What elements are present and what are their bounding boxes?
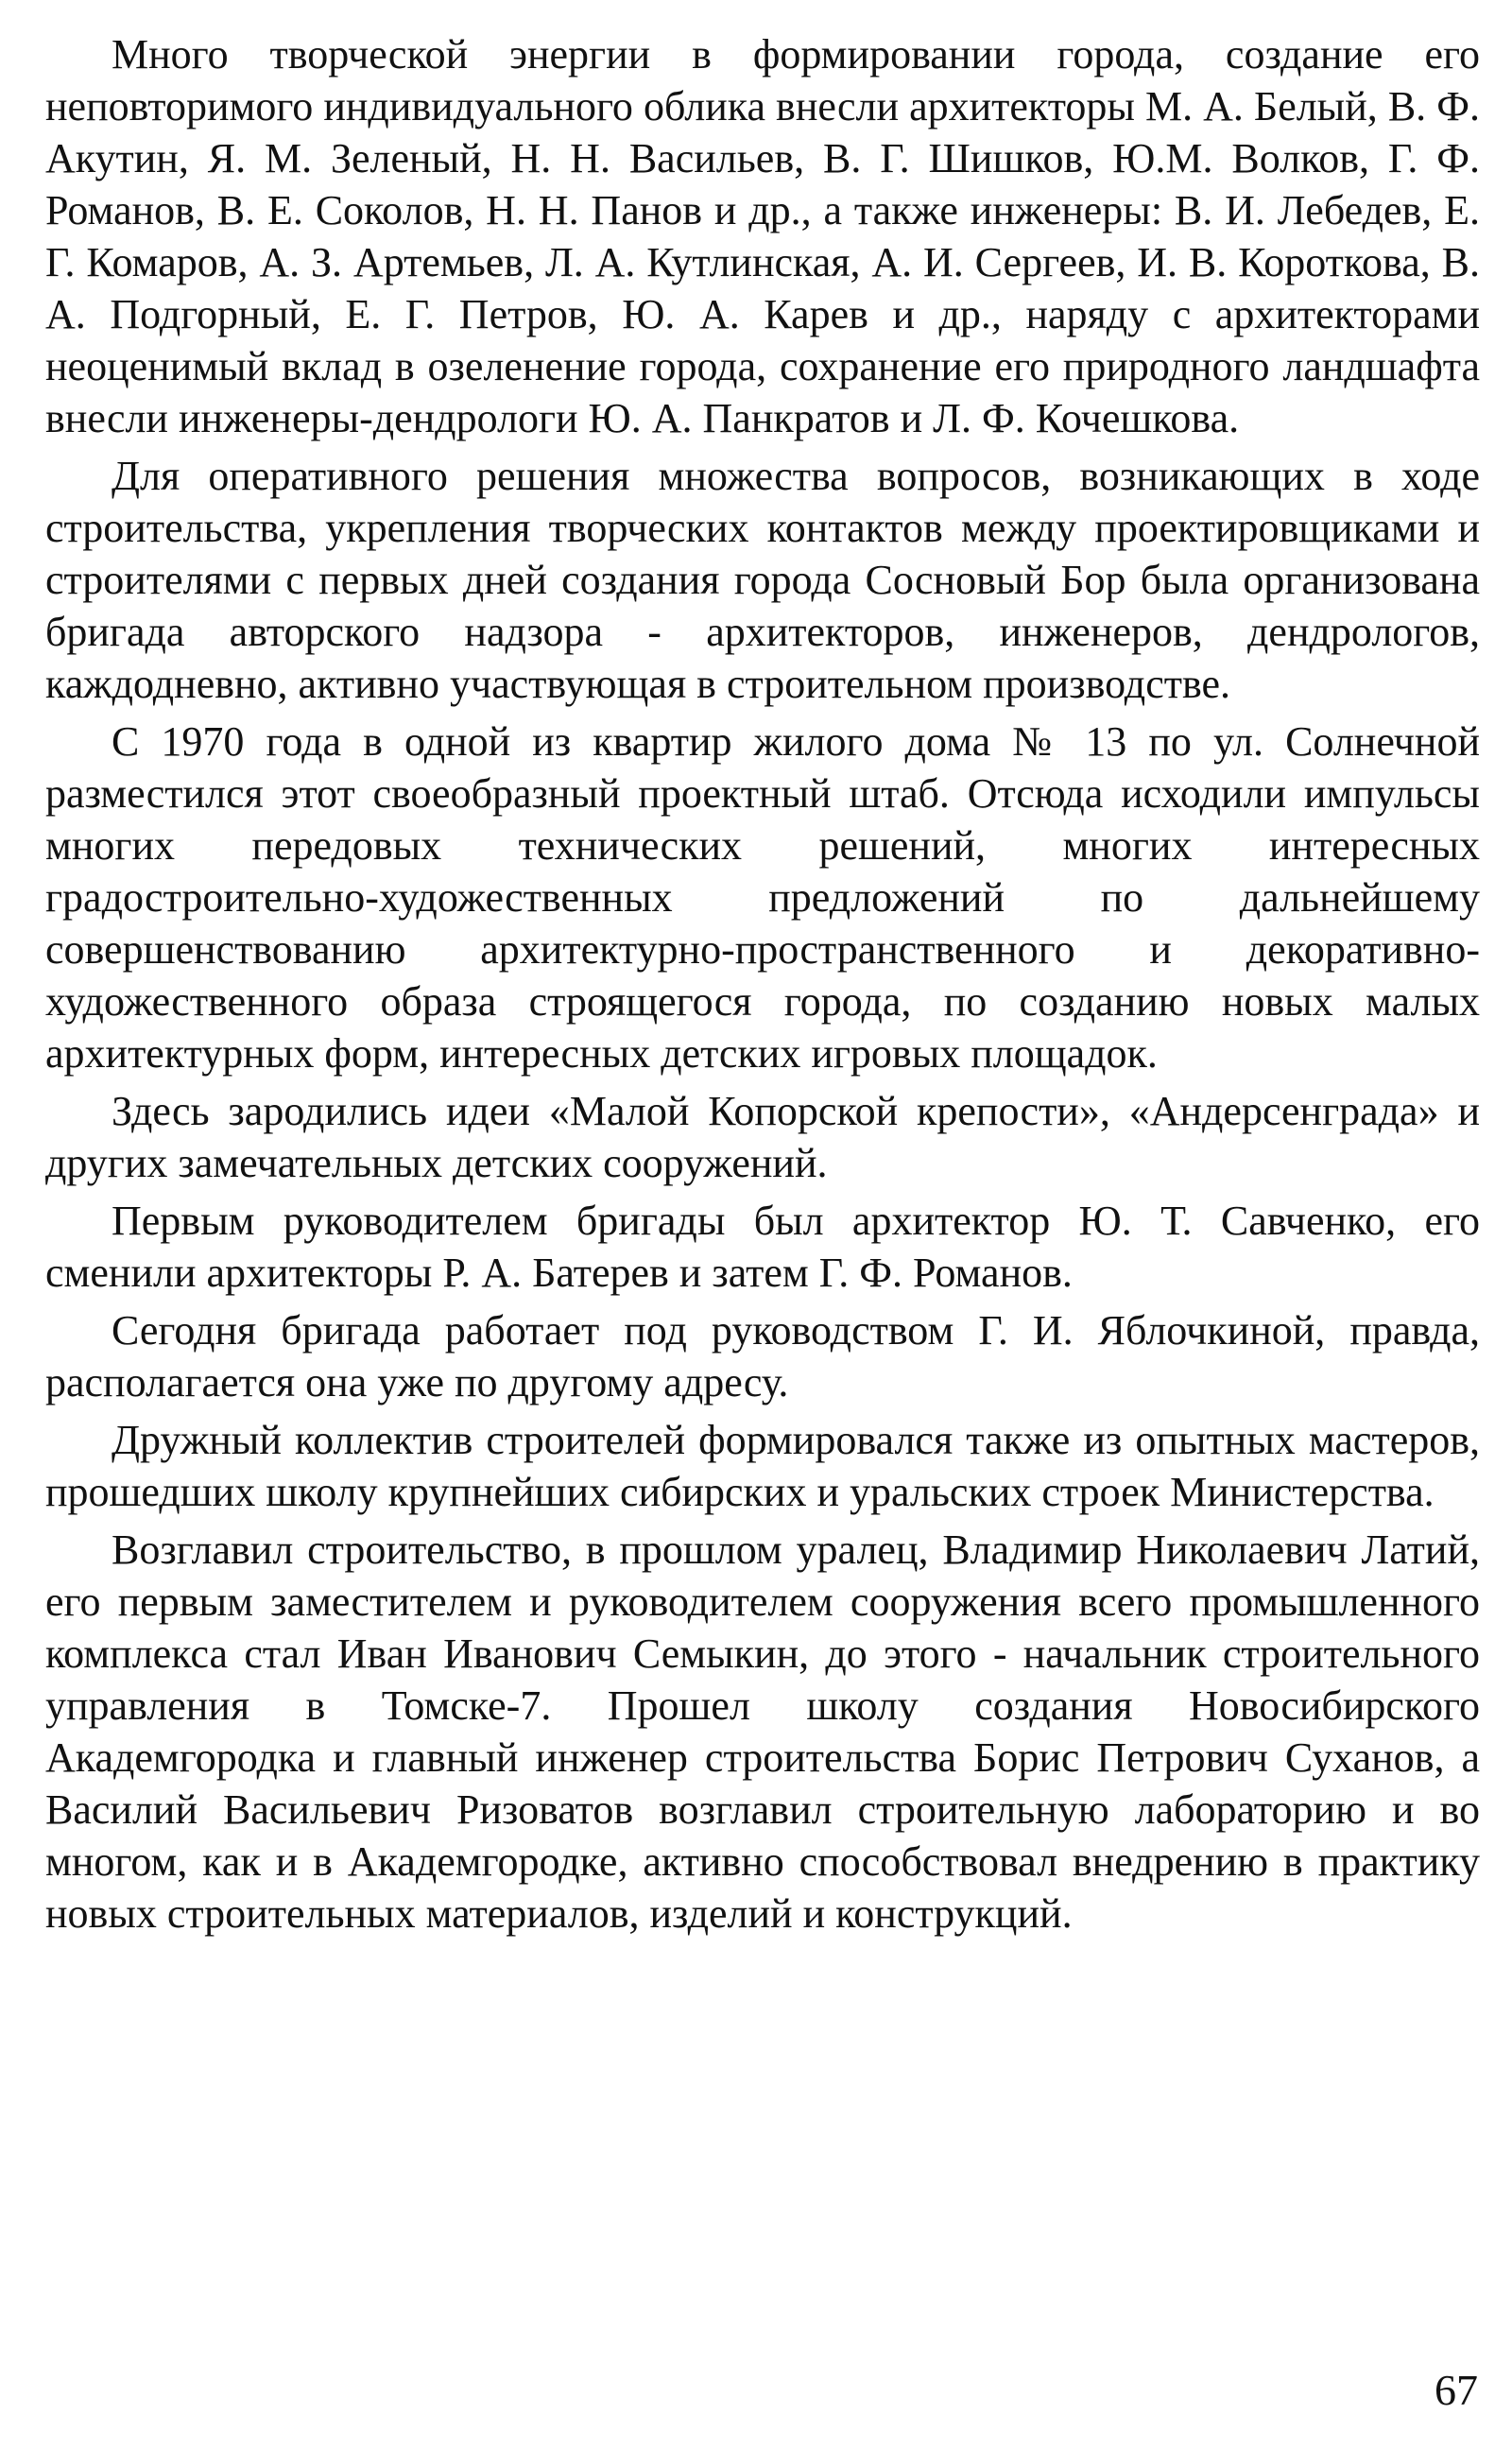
paragraph-first-leader: Первым руководителем бригады был архитектор Ю. Т. Савченко, его сменили архитекторы Р. А. Батерев и затем Г. Ф. Романов. xyxy=(45,1198,1480,1296)
paragraph-children-structures: Здесь зародились идеи «Малой Копорской крепости», «Андерсенграда» и других замечательных детских сооружений. xyxy=(45,1088,1480,1186)
paragraph-construction-heads: Возглавил строительство, в прошлом уралец, Владимир Николаевич Латий, его первым заместителем и руководителем сооружения всего промышленного комплекса стал Иван Иванович Семыкин, до этого - начальник строительного управления в Томске-7. Прошел школу создания Новосибирского Академгородка и главный инженер строительства Борис Петрович Суханов, а Василий Васильевич Ризоватов возглавил строительную лабораторию и во многом, как и в Академгородке, активно способствовал внедрению в практику новых строительных материалов, изделий и конструкций. xyxy=(45,1526,1480,1937)
page-body xyxy=(45,28,1480,1945)
paragraph-supervision-team: Для оперативного решения множества вопросов, возникающих в ходе строительства, укрепления творческих контактов между проектировщиками и строителями с первых дней создания города Сосновый Бор была организована бригада авторского надзора - архитекторов, инженеров, дендрологов, каждодневно, активно участвующая в строительном производстве. xyxy=(45,453,1480,707)
paragraph-architects: Много творческой энергии в формировании города, создание его неповторимого индивидуального облика внесли архитекторы М. А. Белый, В. Ф. Акутин, Я. М. Зеленый, Н. Н. Васильев, В. Г. Шишков, Ю.М. Волков, Г. Ф. Романов, В. Е. Соколов, Н. Н. Панов и др., а также инженеры: В. И. Лебедев, Е. Г. Комаров, А. З. Артемьев, Л. А. Кутлинская, А. И. Сергеев, И. В. Короткова, В. А. Подгорный, Е. Г. Петров, Ю. А. Карев и др., наряду с архитекторами неоценимый вклад в озеленение города, сохранение его природного ландшафта внесли инженеры-дендрологи Ю. А. Панкратов и Л. Ф. Кочешкова. xyxy=(45,31,1480,441)
page-number: 67 xyxy=(1435,2366,1478,2414)
paragraph-current-leader: Сегодня бригада работает под руководством Г. И. Яблочкиной, правда, располагается она уже по другому адресу. xyxy=(45,1307,1480,1406)
paragraph-builders-team: Дружный коллектив строителей формировался также из опытных мастеров, прошедших школу крупнейших сибирских и уральских строек Министерства. xyxy=(45,1417,1480,1515)
paragraph-project-headquarters: С 1970 года в одной из квартир жилого дома № 13 по ул. Солнечной разместился этот своеобразный проектный штаб. Отсюда исходили импульсы многих передовых технических решений, многих интересных градостроительно-художественных предложений по дальнейшему совершенствованию архитектурно-пространственного и декоративно-художественного образа строящегося города, по созданию новых малых архитектурных форм, интересных детских игровых площадок. xyxy=(45,718,1480,1077)
